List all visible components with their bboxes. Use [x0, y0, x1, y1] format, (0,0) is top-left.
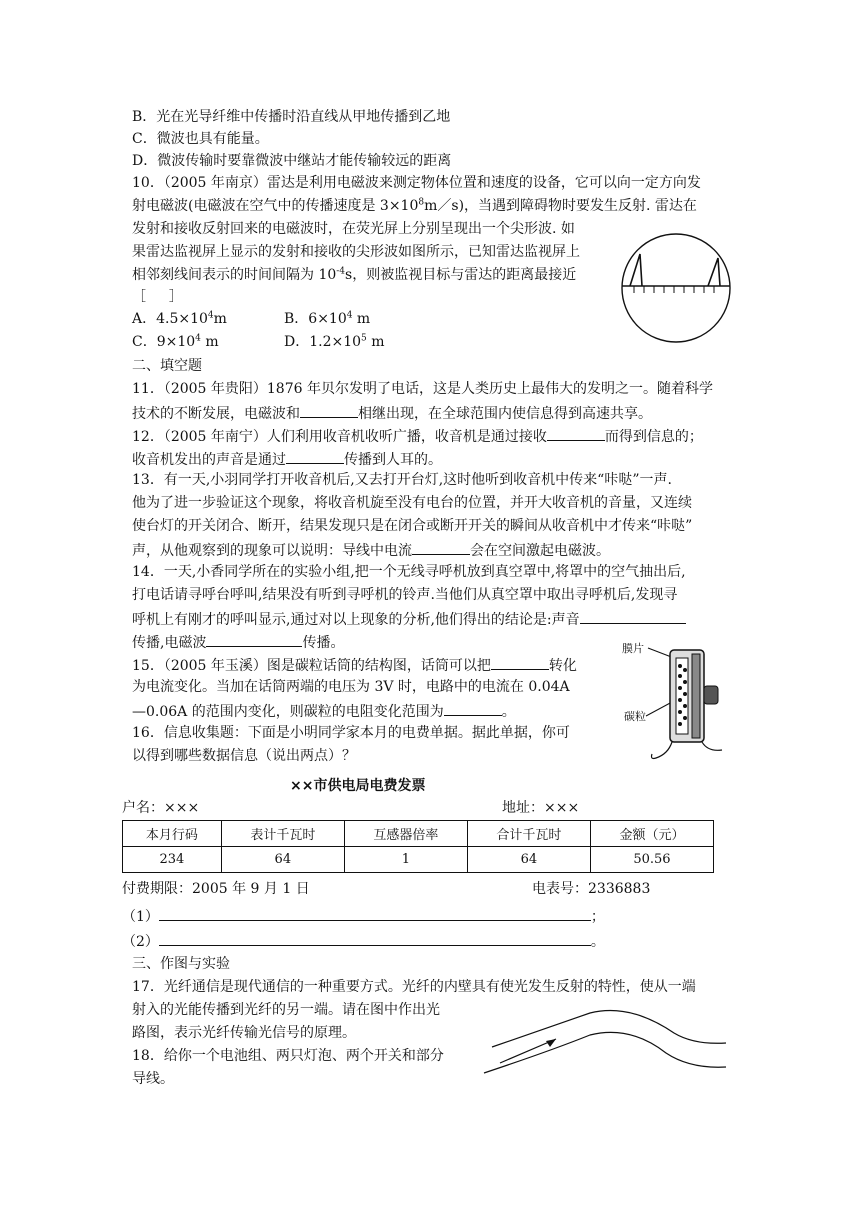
carbon-granule-label: 碳粒 — [624, 710, 646, 723]
q15-line-3: —0.06A 的范围内变化，则碳粒的电阻变化范围为 。 — [132, 701, 516, 721]
q10-option-b: B．$6\times 10^4$ m — [284, 310, 371, 327]
q17-line-2: 射入的光能传播到光纤的另一端。请在图中作出光 — [132, 1002, 440, 1018]
bill-payment-deadline: 付费期限：2005 年 9 月 1 日 — [122, 881, 310, 897]
section-3-heading: 三、作图与实验 — [132, 956, 230, 972]
microphone-figure — [612, 636, 728, 766]
q13-line-2: 他为了进一步验证这个现象，将收音机旋至没有电台的位置，并开大收音机的音量，又连续 — [132, 495, 692, 511]
bill-table — [122, 820, 714, 873]
q12-line-1: 12．（2005 年南宁）人们利用收音机收听广播，收音机是通过接收 而得到信息的； — [132, 426, 703, 446]
q14-line-1: 14．一天,小香同学所在的实验小组,把一个无线寻呼机放到真空罩中,将罩中的空气抽出后, — [132, 564, 686, 580]
q12-line-2: 收音机发出的声音是通过 传播到人耳的。 — [132, 449, 442, 469]
bill-customer-name: 户名：××× — [122, 800, 200, 816]
bill-title: ××市供电局电费发票 — [290, 778, 426, 794]
optical-fiber-figure — [480, 1005, 730, 1075]
bill-header-cell: 表计千瓦时 — [221, 821, 344, 847]
bill-value-cell: 234 — [123, 847, 222, 873]
q10-line-1: 10．（2005 年南京）雷达是利用电磁波来测定物体位置和速度的设备，它可以向一定方向发 — [132, 175, 701, 191]
q10-option-c: C．$9\times 10^4$ m — [132, 333, 219, 350]
bill-header-cell: 合计千瓦时 — [467, 821, 590, 847]
q10-line-4: 果雷达监视屏上显示的发射和接收的尖形波如图所示，已知雷达监视屏上 — [132, 244, 580, 260]
q11-line-2: 技术的不断发展，电磁波和 相继出现，在全球范围内使信息得到高速共享。 — [132, 403, 652, 423]
q16-line-1: 16．信息收集题：下面是小明同学家本月的电费单据。据此单据，你可 — [132, 725, 570, 741]
q16-line-2: 以得到哪些数据信息（说出两点）？ — [132, 748, 356, 764]
bill-value-cell: 50.56 — [590, 847, 713, 873]
q13-line-4: 声，从他观察到的现象可以说明：导线中电流 会在空间激起电磁波。 — [132, 540, 610, 560]
answer-line-2: （2） 。 — [122, 931, 605, 951]
q9-option-b: B．光在光导纤维中传播时沿直线从甲地传播到乙地 — [132, 109, 451, 125]
bill-meter-number: 电表号：2336883 — [532, 881, 651, 897]
q10-answer-bracket: ［ ］ — [132, 289, 183, 305]
bill-header-cell: 互感器倍率 — [344, 821, 467, 847]
bill-header-row — [123, 821, 714, 847]
q9-option-c: C．微波也具有能量。 — [132, 131, 269, 147]
bill-value-cell: 64 — [221, 847, 344, 873]
q10-option-d: D．$1.2\times 10^5$ m — [284, 333, 385, 350]
q14-line-2: 打电话请寻呼台呼叫,结果没有听到寻呼机的铃声.当他们从真空罩中取出寻呼机后,发现寻 — [132, 587, 678, 603]
q15-line-1: 15．（2005 年玉溪）图是碳粒话筒的结构图，话筒可以把 转化 — [132, 655, 577, 675]
bill-address: 地址：××× — [502, 800, 580, 816]
bill-value-cell: 64 — [467, 847, 590, 873]
bill-value-row — [123, 847, 714, 873]
q10-line-2: 射电磁波(电磁波在空气中的传播速度是 $3\times 10^8m/s$)，当遇到障碍物时要发生反射. 雷达在 — [132, 197, 697, 214]
q10-line-3: 发射和接收反射回来的电磁波时，在荧光屏上分别呈现出一个尖形波. 如 — [132, 221, 575, 237]
q17-line-3: 路图，表示光纤传输光信号的原理。 — [132, 1025, 356, 1041]
q11-line-1: 11．（2005 年贵阳）1876 年贝尔发明了电话，这是人类历史上最伟大的发明之一。随着科学 — [132, 381, 713, 397]
q15-line-2: 为电流变化。当加在话筒两端的电压为 3V 时，电路中的电流在 0.04A — [132, 679, 570, 695]
bill-value-cell: 1 — [344, 847, 467, 873]
bill-header-cell: 金额（元） — [590, 821, 713, 847]
q18-line-1: 18．给你一个电池组、两只灯泡、两个开关和部分 — [132, 1048, 444, 1064]
q13-line-1: 13．有一天,小羽同学打开收音机后,又去打开台灯,这时他听到收音机中传来“咔哒”一声. — [132, 472, 672, 488]
q14-line-3: 呼机上有刚才的呼叫显示,通过对以上现象的分析,他们得出的结论是:声音 — [132, 609, 686, 629]
q10-line-5: 相邻刻线间表示的时间间隔为 $10^{-4}s$，则被监视目标与雷达的距离最接近 — [132, 266, 577, 283]
section-2-heading: 二、填空题 — [132, 358, 202, 374]
q17-line-1: 17．光纤通信是现代通信的一种重要方式。光纤的内壁具有使光发生反射的特性，使从一端 — [132, 979, 696, 995]
q9-option-d: D．微波传输时要靠微波中继站才能传输较远的距离 — [132, 153, 452, 169]
bill-header-cell: 本月行码 — [123, 821, 222, 847]
q13-line-3: 使台灯的开关闭合、断开，结果发现只是在闭合或断开开关的瞬间从收音机中才传来“咔哒” — [132, 518, 693, 534]
diaphragm-label: 膜片 — [622, 642, 644, 655]
q14-line-4: 传播,电磁波 传播。 — [132, 632, 344, 652]
q18-line-2: 导线。 — [132, 1071, 174, 1087]
radar-screen-figure — [620, 232, 732, 344]
q10-option-a: A．$4.5\times 10^4m$ — [132, 310, 227, 327]
answer-line-1: （1） ； — [122, 906, 605, 926]
